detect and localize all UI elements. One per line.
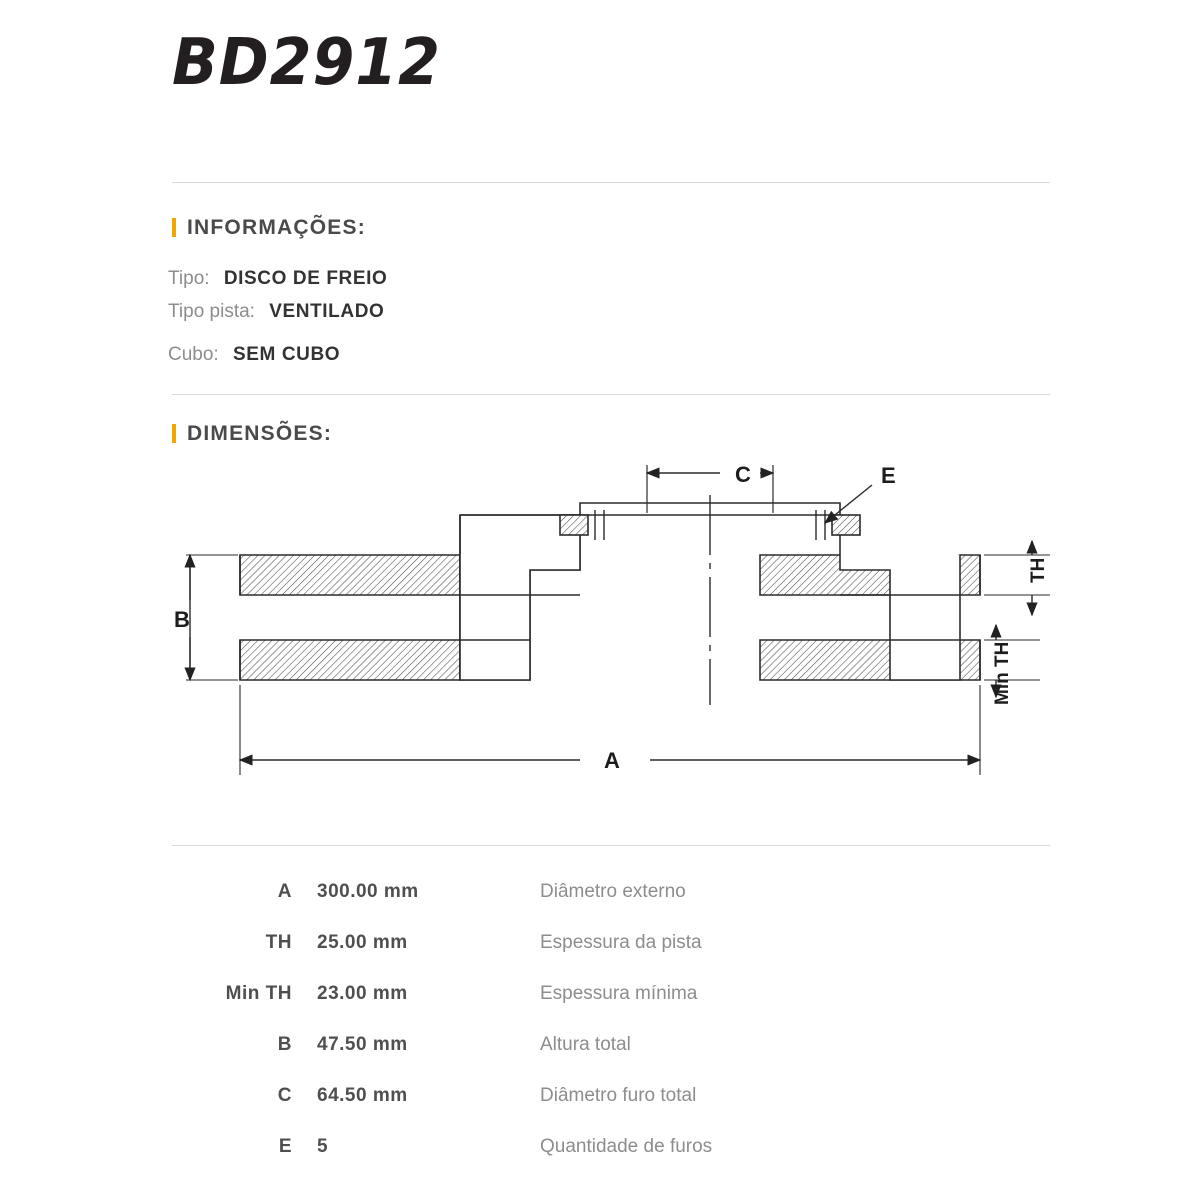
dimension-code: B [277, 1034, 292, 1055]
dimension-value: 47.50 mm [317, 1034, 408, 1055]
dimension-value: 25.00 mm [317, 932, 408, 953]
section-heading-informacoes [172, 216, 366, 240]
dimension-description: Espessura da pista [540, 932, 702, 953]
divider-top [172, 182, 1050, 183]
brake-disc-technical-drawing [160, 455, 1060, 835]
info-row-tipo-pista [168, 301, 384, 323]
drawing-label-min-th: Min TH [992, 641, 1013, 705]
page-title: BD2912 [172, 26, 441, 100]
accent-bar-icon [172, 218, 176, 237]
info-label: Tipo: [168, 268, 210, 289]
table-row [172, 1127, 1052, 1178]
dimension-value: 64.50 mm [317, 1085, 408, 1106]
dimensions-table [172, 872, 1052, 1178]
dimension-description: Quantidade de furos [540, 1136, 713, 1157]
table-row [172, 1076, 1052, 1127]
section-heading-dimensoes-label: DIMENSÕES: [187, 422, 333, 445]
info-value: SEM CUBO [232, 344, 341, 365]
divider-bottom [172, 845, 1050, 846]
divider-middle [172, 394, 1050, 395]
dimension-description: Diâmetro externo [540, 881, 686, 902]
info-row-cubo [168, 344, 340, 366]
dimension-code: E [278, 1136, 292, 1157]
table-row [172, 872, 1052, 923]
drawing-label-b: B [174, 607, 190, 632]
dimension-code: TH [265, 932, 292, 953]
info-label: Tipo pista: [168, 301, 255, 322]
dimension-value: 300.00 mm [317, 881, 419, 902]
info-label: Cubo: [168, 344, 219, 365]
drawing-label-c: C [735, 462, 751, 487]
table-row [172, 974, 1052, 1025]
info-row-tipo [168, 268, 387, 290]
dimension-description: Diâmetro furo total [540, 1085, 697, 1106]
dimension-code: A [277, 881, 292, 902]
drawing-label-th: TH [1028, 557, 1049, 583]
dimension-code: Min TH [225, 983, 292, 1004]
dimension-code: C [277, 1085, 292, 1106]
info-value: VENTILADO [269, 301, 385, 322]
drawing-label-e: E [881, 463, 896, 488]
table-row [172, 1025, 1052, 1076]
info-value: DISCO DE FREIO [223, 268, 388, 289]
dimension-description: Altura total [540, 1034, 631, 1055]
table-row [172, 923, 1052, 974]
dimension-value: 23.00 mm [317, 983, 408, 1004]
section-heading-informacoes-label: INFORMAÇÕES: [187, 216, 366, 239]
drawing-label-a: A [604, 748, 620, 773]
dimension-description: Espessura mínima [540, 983, 698, 1004]
accent-bar-icon [172, 424, 176, 443]
section-heading-dimensoes [172, 422, 332, 446]
dimension-value: 5 [317, 1136, 329, 1157]
